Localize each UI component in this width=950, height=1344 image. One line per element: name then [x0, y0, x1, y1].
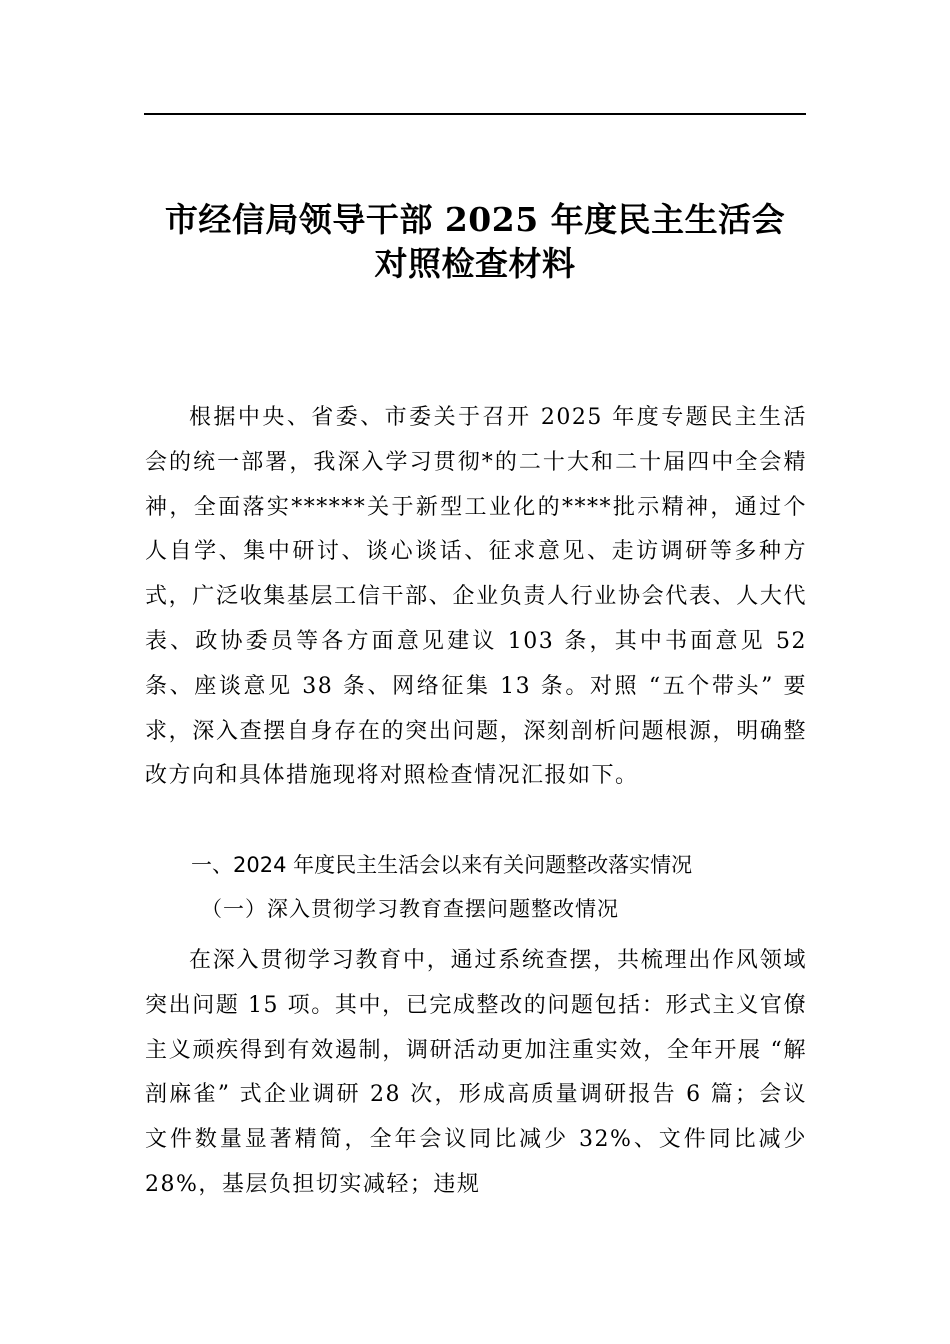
subsection-1-heading: （一）深入贯彻学习教育查摆问题整改情况 [201, 897, 619, 921]
subsection-1-paragraph: 在深入贯彻学习教育中，通过系统查摆，共梳理出作风领域突出问题 15 项。其中，已完成整改的问题包括：形式主义官僚主义顽疾得到有效遏制，调研活动更加注重实效，全年开展 “解剖麻雀” 式企业调研 28 次，形成高质量调研报告 6 篇；会议文件数量显著精简，全年会议同比减少 32%、文件同比减少 28%，基层负担切实减轻；违规 [145, 948, 807, 1197]
document-title-line-1: 市经信局领导干部 2025 年度民主生活会 [164, 200, 786, 239]
document-title-line-2: 对照检查材料 [374, 244, 576, 283]
header-rule [144, 113, 806, 115]
section-1-heading: 一、2024 年度民主生活会以来有关问题整改落实情况 [191, 853, 693, 877]
intro-paragraph: 根据中央、省委、市委关于召开 2025 年度专题民主生活会的统一部署，我深入学习贯彻*的二十大和二十届四中全会精神，全面落实******关于新型工业化的****批示精神，通过个人自学、集中研讨、谈心谈话、征求意见、走访调研等多种方式，广泛收集基层工信干部、企业负责人行业协会代表、人大代表、政协委员等各方面意见建议 103 条，其中书面意见 52 条、座谈意见 38 条、网络征集 13 条。对照 “五个带头” 要求，深入查摆自身存在的突出问题，深刻剖析问题根源，明确整改方向和具体措施现将对照检查情况汇报如下。 [145, 405, 807, 789]
